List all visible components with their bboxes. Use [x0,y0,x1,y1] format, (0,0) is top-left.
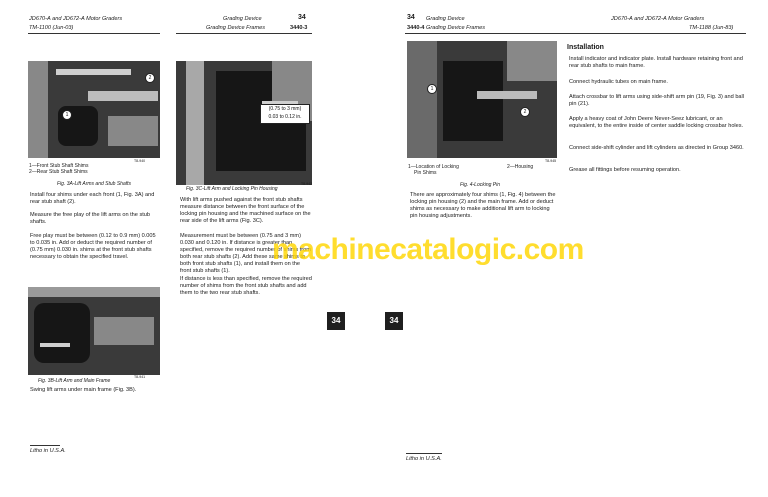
fig3a-callout-1: 1 [62,110,72,120]
left-para-5: With lift arms pushed against the front stub shafts measure distance between the front surface of the locking pin housing and the machined surface on the rear side of the lift arms (Fig. 3C). [180,197,311,224]
left-footer: Litho in U.S.A. [30,448,66,454]
fig4-code: T8-945 [545,159,557,163]
fig4-photo [407,41,557,158]
right-header-section: Grading Device [426,16,465,22]
inst-step-6: Grease all fittings before resuming operation. [569,167,681,173]
inst-step-5: Connect side-shift cylinder and lift cylinders as directed in Group 3460. [569,145,744,151]
right-header-title: JD670-A and JD672-A Motor Graders [611,16,705,22]
fig3b-photo [28,287,160,375]
left-para-6: Measurement must be between (0.75 and 3 mm) 0.030 and 0.120 in. If distance is greater than specified, remove the required number of shims from both rear stub shafts (2). Add these same shims to both front stub shafts (1), and install them on the front stub shafts (1). [180,233,311,274]
left-header-page-num: 34 [298,14,306,21]
left-header-tm-code: TM-1100 [29,25,51,31]
fig4-legend-1: 1—Location of Locking [408,164,459,170]
fig3a-caption: Fig. 3A-Lift Arms and Stub Shafts [56,181,131,187]
right-header-subsection: Grading Device Frames [426,25,486,31]
left-para-2: Measure the free play of the lift arms on the stub shafts. [30,212,151,225]
left-para-3: Free play must be between (0.12 to 0.9 mm) 0.005 to 0.035 in. Add or deduct the required number of (0.75 mm) 0.030 in. shims at the front stub shafts necessary to obtain the specified travel. [30,233,156,260]
left-para-7: If distance is less than specified, remove the required number of shims from the front stub shafts and add them to the two rear stub shafts. [180,276,312,296]
fig3b-code: T8-941 [134,375,146,379]
fig3c-code: T8-942 [301,182,313,186]
fig4-callout-2: 2 [520,107,530,117]
left-header-rule-a [28,33,160,34]
right-header-page-code: 3440-4 [407,25,425,31]
right-header-tm-code: TM-1188 [689,25,711,31]
inst-step-3: Attach crossbar to lift arms using side-shift arm pin (19, Fig. 3) and ball pin (21). [569,94,745,107]
fig3a-code: T8-940 [134,159,146,163]
fig3a-photo [28,61,160,158]
watermark-text: machinecatalogic.com [272,233,584,266]
fig3a-legend-2: 2—Rear Stub Shaft Shims [29,169,88,175]
right-header-date: (Jun-83) [712,25,734,31]
left-header-section: Grading Device [223,16,262,22]
fig3c-photo [176,61,312,185]
fig3a-legend-1: 1—Front Stub Shaft Shims [29,163,89,169]
right-para-fig4: There are approximately four shims (1, Fig. 4) between the locking pin housing (2) and the main frame. Add or deduct shims as necessary to make additional lift arm to locking pin housing adjustments. [410,192,556,219]
fig3c-caption: Fig. 3C-Lift Arm and Locking Pin Housing [186,186,278,192]
left-header-subsection: Grading Device Frames [206,25,266,31]
fig3c-label-line2: 0.03 to 0.12 in. [268,114,302,120]
fig4-legend-2: 2—Housing [507,164,534,170]
fig4-legend-1b: Pin Shims [414,170,437,176]
left-header-page-code: 3440-3 [290,25,308,31]
right-header-page-num: 34 [407,14,415,21]
left-footer-rule [30,445,60,446]
fig4-callout-1: 1 [427,84,437,94]
right-footer-rule [406,453,442,454]
right-header-tm [689,25,733,32]
left-header-date: (Jun-03) [52,25,74,31]
left-page-badge: 34 [327,312,345,330]
inst-step-4: Apply a heavy coat of John Deere Never-Seez lubricant, or an equivalent, to the entire inside of center saddle locking crossbar holes. [569,116,744,129]
inst-step-1: Install indicator and indicator plate. Install hardware retaining front and rear stub shafts to main frame. [569,56,743,69]
right-page-badge: 34 [385,312,403,330]
right-footer: Litho in U.S.A. [406,456,442,462]
left-header-rule-b [176,33,312,34]
left-header-title: JD670-A and JD672-A Motor Graders [29,16,123,22]
inst-step-2: Connect hydraulic tubes on main frame. [569,79,668,85]
left-para-1: Install four shims under each front (1, Fig. 3A) and rear stub shaft (2). [30,192,155,205]
left-header-tm [29,25,73,32]
fig3c-dimension-label [260,104,310,124]
fig3c-label-line1: (0.75 to 3 mm) [268,106,302,112]
fig3a-callout-2: 2 [145,73,155,83]
fig3b-caption: Fig. 3B-Lift Arm and Main Frame [38,378,111,384]
left-para-4: Swing lift arms under main frame (Fig. 3B). [30,387,137,393]
right-header-rule [405,33,746,34]
installation-heading: Installation [567,44,604,51]
fig4-caption: Fig. 4-Locking Pin [460,182,501,188]
